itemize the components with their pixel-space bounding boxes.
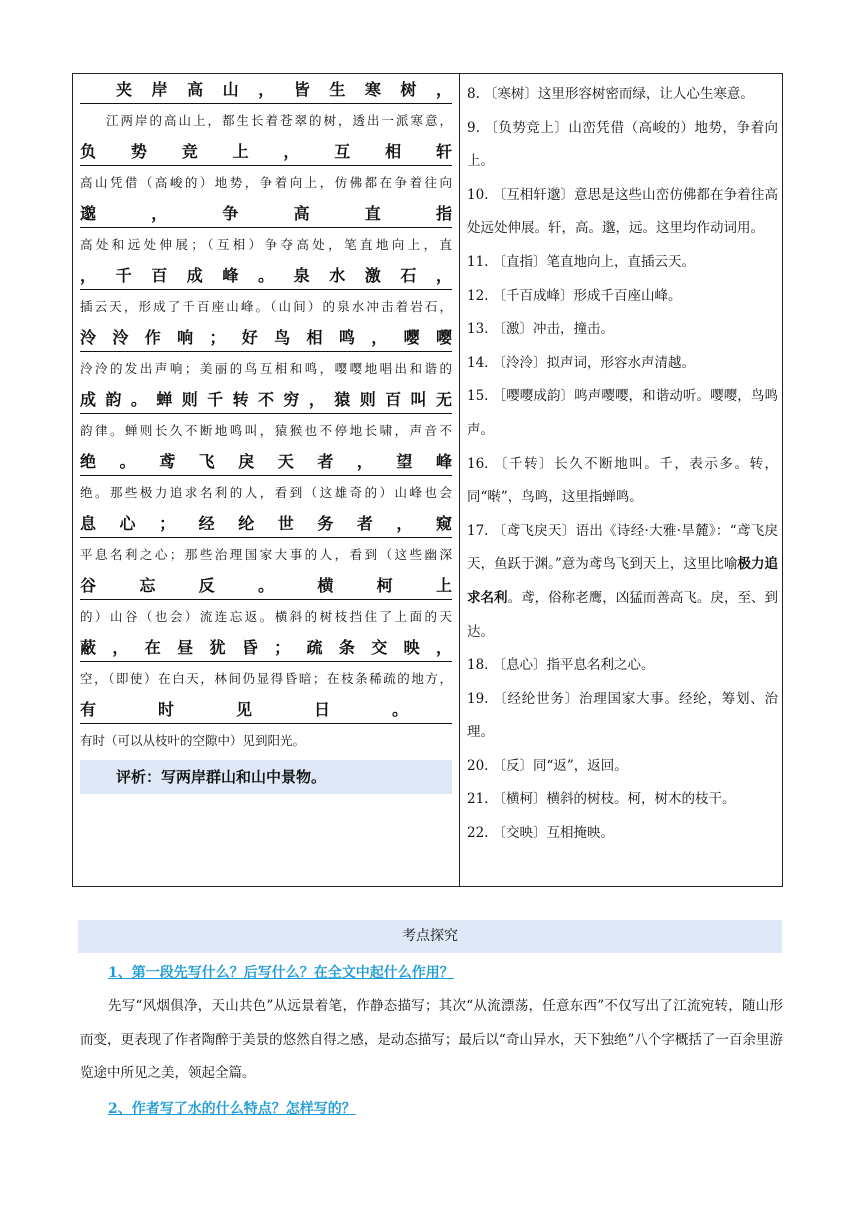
- translation-line: 绝。那些极力追求名利的人，看到（这雄奇的）山峰也会: [80, 485, 452, 500]
- translation-line: 插云天，形成了千百座山峰。（山间）的泉水冲击着岩石，: [80, 299, 452, 314]
- note-number: 18.: [467, 657, 489, 674]
- question-2: 2、作者写了水的什么特点？怎样写的？: [108, 1101, 356, 1117]
- note-item: [467, 112, 778, 179]
- note-item: [467, 683, 778, 750]
- question-1: 1、第一段先写什么？后写什么？在全文中起什么作用？: [108, 965, 454, 981]
- note-item: [467, 246, 778, 280]
- note-item: [467, 280, 778, 314]
- note-text: 〔千百成峰〕形成千百座山峰。: [492, 287, 682, 304]
- translation-line: 泠泠的发出声响；美丽的鸟互相和鸣，嘤嘤地唱出和谐的: [80, 361, 452, 376]
- original-line: 绝。鸢飞戾天者，望峰: [80, 448, 452, 476]
- translation-line: 空，（即使）在白天，林间仍显得昏暗；在枝条稀疏的地方，: [80, 671, 452, 686]
- note-text: 〔横柯〕横斜的树枝。柯，树木的枝干。: [492, 791, 736, 808]
- note-text: 〔经纶世务〕治理国家大事。经纶，筹划、治理。: [467, 690, 778, 741]
- note-item: [467, 783, 778, 817]
- original-line: ，千百成峰。泉水激石，: [80, 262, 452, 290]
- note-emphasis: 极力追求名利: [467, 556, 778, 606]
- original-line: 息心；经纶世务者，窥: [80, 510, 452, 538]
- note-item: [467, 515, 778, 649]
- original-line: 蔽，在昼犹昏；疏条交映，: [80, 634, 452, 662]
- section-title: 考点探究: [78, 920, 782, 953]
- commentary-box: 评析：写两岸群山和山中景物。: [80, 760, 452, 794]
- note-item: [467, 179, 778, 246]
- note-item: [467, 750, 778, 784]
- note-text: 〔鸢飞戾天〕语出《诗经·大雅·旱麓》：“鸢飞戾天，鱼跃于渊。”意为鸢鸟飞到天上，这里比喻: [467, 522, 778, 573]
- answer-1: 先写“风烟俱净，天山共色”从远景着笔，作静态描写；其次“从流漂荡，任意东西”不仅写出了江流宛转，随山形而变，更表现了作者陶醉于美景的悠然自得之感，是动态描写；最后以“奇山异水，天下独绝”八个字概括了一百余里游览途中所见之美，领起全篇。: [80, 998, 783, 1082]
- note-item: [467, 380, 778, 447]
- original-line: 成韵。蝉则千转不穷，猿则百叫无: [80, 386, 452, 414]
- note-text: 。鸢，俗称老鹰，凶猛而善高飞。戾，至、到达。: [467, 589, 779, 640]
- note-number: 9.: [467, 119, 480, 136]
- notes-column: [467, 78, 778, 851]
- note-number: 16.: [467, 455, 489, 472]
- note-item: [467, 78, 778, 112]
- note-text: ［嘤嘤成韵〕鸣声嘤嘤，和谐动听。嘤嘤，鸟鸣声。: [467, 388, 778, 438]
- original-line: 负势竞上，互相轩: [80, 138, 452, 166]
- original-line: 谷忘反。横柯上: [80, 572, 452, 600]
- note-number: 12.: [467, 287, 489, 304]
- note-text: 〔负势竞上〕山峦凭借（高峻的）地势，争着向上。: [467, 119, 778, 170]
- note-text: 〔泠泠〕拟声词，形容水声清越。: [492, 354, 695, 371]
- note-item: [467, 313, 778, 347]
- note-number: 11.: [467, 253, 489, 270]
- note-text: 〔交映〕互相掩映。: [492, 825, 614, 842]
- original-line: 泠泠作响；好鸟相鸣，嘤嘤: [80, 324, 452, 352]
- translation-line: 的）山谷（也会）流连忘返。横斜的树枝挡住了上面的天: [80, 609, 452, 624]
- note-item: [467, 649, 778, 683]
- note-number: 8.: [467, 86, 480, 102]
- note-item: [467, 347, 778, 381]
- note-number: 15.: [467, 388, 489, 405]
- original-line: 有时见日。: [80, 696, 452, 724]
- note-text: 〔寒树〕这里形容树密而绿，让人心生寒意。: [483, 86, 754, 102]
- note-item: [467, 448, 778, 515]
- note-text: 〔激〕冲击，撞击。: [492, 321, 614, 338]
- note-number: 19.: [467, 690, 489, 707]
- note-number: 22.: [467, 825, 489, 842]
- translation-line: 高处和远处伸展；（互相）争夺高处，笔直地向上，直: [80, 237, 452, 252]
- original-line: 邈，争高直指: [80, 200, 452, 228]
- note-number: 17.: [467, 522, 489, 539]
- translation-line: 有时（可以从枝叶的空隙中）见到阳光。: [80, 733, 306, 748]
- note-number: 10.: [467, 186, 489, 203]
- table-divider: [459, 73, 460, 887]
- original-text-column: [80, 76, 452, 794]
- note-number: 20.: [467, 757, 489, 774]
- original-line: 夹岸高山，皆生寒树，: [80, 76, 452, 104]
- note-number: 13.: [467, 321, 489, 338]
- translation-line: 江两岸的高山上，都生长着苍翠的树，透出一派寒意，: [106, 113, 452, 128]
- translation-line: 平息名利之心；那些治理国家大事的人，看到（这些幽深: [80, 547, 452, 562]
- note-number: 21.: [467, 791, 489, 808]
- note-text: 〔息心〕指平息名利之心。: [492, 657, 655, 674]
- note-item: [467, 817, 778, 851]
- note-text: 〔直指〕笔直地向上，直插云天。: [492, 253, 695, 270]
- note-text: 〔互相轩邈〕意思是这些山峦仿佛都在争着往高处远处伸展。轩，高。邈，远。这里均作动词用。: [467, 186, 778, 237]
- note-number: 14.: [467, 354, 489, 371]
- note-text: 〔千转〕长久不断地叫。千，表示多。转，同“啭”，鸟鸣，这里指蝉鸣。: [467, 455, 778, 506]
- translation-line: 高山凭借（高峻的）地势，争着向上，仿佛都在争着往向: [80, 175, 452, 190]
- note-text: 〔反〕同“返”，返回。: [492, 757, 628, 774]
- translation-line: 韵律。蝉则长久不断地鸣叫，猿猴也不停地长啸，声音不: [80, 423, 452, 438]
